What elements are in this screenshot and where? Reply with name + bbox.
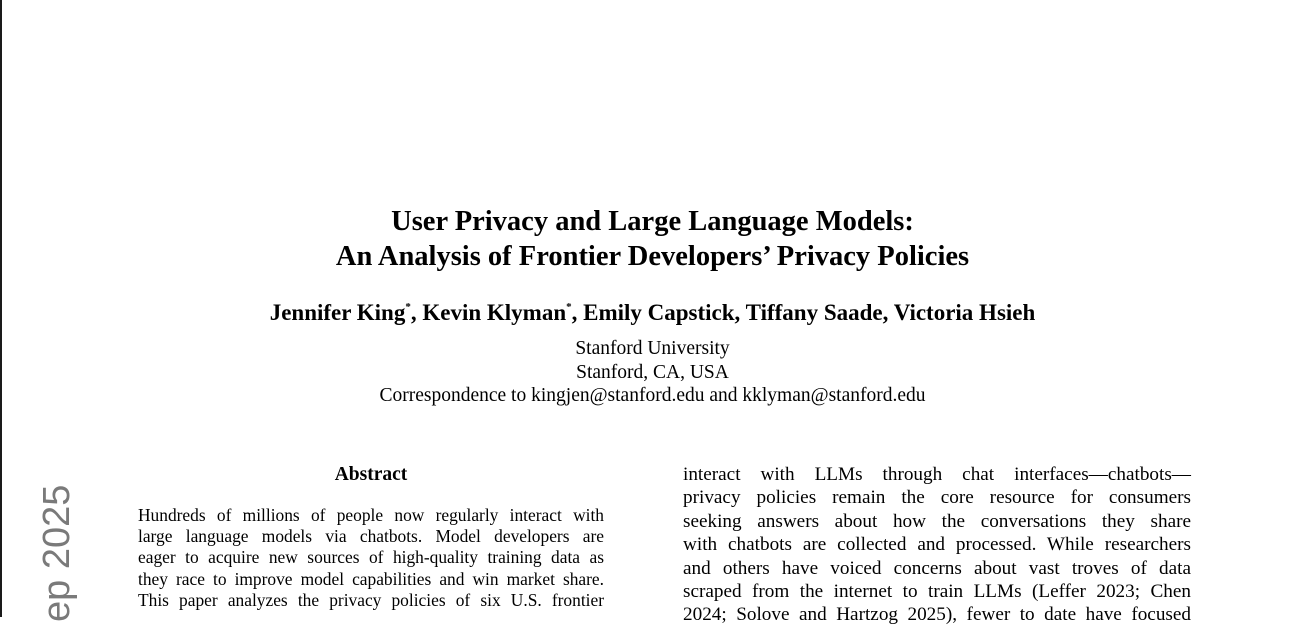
affiliation-location: Stanford, CA, USA bbox=[576, 361, 729, 383]
affiliation-institution: Stanford University bbox=[575, 338, 730, 359]
equal-contribution-mark: * bbox=[405, 301, 411, 313]
body-line: seeking answers about how the conversations they share bbox=[683, 510, 1191, 532]
body-line: with chatbots are collected and processed. While researchers bbox=[683, 534, 1191, 556]
arxiv-stamp-text: ep 2025 bbox=[36, 484, 78, 622]
author-jennifer-king: Jennifer King bbox=[269, 300, 406, 325]
body-line: scraped from the internet to train LLMs (Leffer 2023; Chen bbox=[683, 581, 1191, 603]
body-line: privacy policies remain the core resource for consumers bbox=[683, 487, 1191, 509]
abstract-line: Hundreds of millions of people now regularly interact with bbox=[138, 505, 604, 525]
affiliation-block bbox=[0, 337, 1305, 408]
abstract-line: This paper analyzes the privacy policies of six U.S. frontier bbox=[138, 589, 604, 610]
body-line: interact with LLMs through chat interfaces—chatbots— bbox=[683, 464, 1191, 485]
paper-title bbox=[0, 204, 1305, 274]
correspondence-line: Correspondence to kingjen@stanford.edu and kklyman@stanford.edu bbox=[379, 385, 926, 406]
author-list-rest: , Emily Capstick, Tiffany Saade, Victoria Hsieh bbox=[571, 300, 1036, 325]
abstract-heading: Abstract bbox=[334, 464, 408, 485]
author-separator: , bbox=[410, 300, 423, 325]
abstract-line: they race to improve model capabilities and win market share. bbox=[138, 568, 604, 589]
author-list bbox=[0, 298, 1305, 328]
right-column-body bbox=[683, 463, 1191, 627]
abstract-line: eager to acquire new sources of high-quality training data as bbox=[138, 547, 604, 568]
author-kevin-klyman: Kevin Klyman bbox=[422, 300, 567, 325]
body-line: 2024; Solove and Hartzog 2025), fewer to date have focused bbox=[683, 604, 1191, 626]
arxiv-side-stamp bbox=[36, 482, 78, 622]
equal-contribution-mark: * bbox=[566, 301, 572, 313]
body-line: and others have voiced concerns about vast troves of data bbox=[683, 557, 1191, 579]
abstract-line: large language models via chatbots. Model developers are bbox=[138, 526, 604, 547]
abstract-body bbox=[138, 505, 604, 611]
paper-title-line-2: An Analysis of Frontier Developers’ Privacy Policies bbox=[335, 241, 970, 272]
paper-title-line-1: User Privacy and Large Language Models: bbox=[391, 206, 914, 237]
